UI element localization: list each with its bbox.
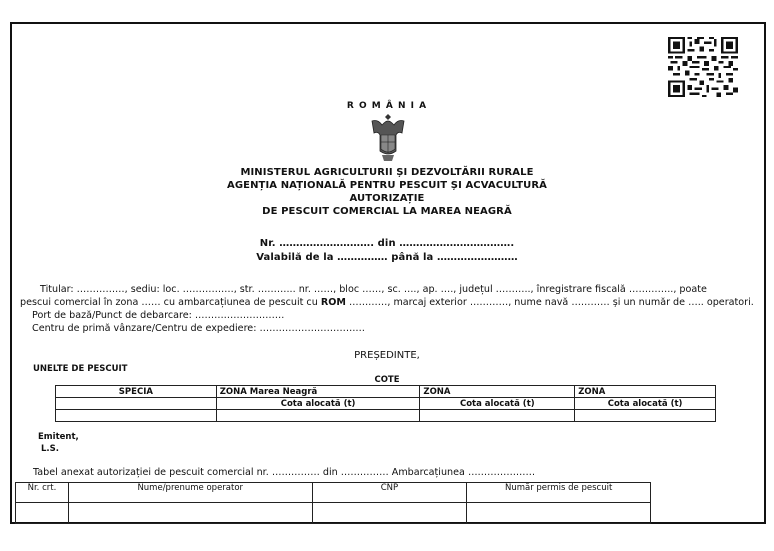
fishing-zone-line: pescui comercial în zona …… cu ambarcațiunea de pescuit cu ROM …………, marcaj exterior …………, nume navă ………… și un număr de ….. operatori. <box>20 297 754 308</box>
table-cell[interactable] <box>68 503 312 524</box>
quota-allocated-1: Cota alocată (t) <box>216 398 420 410</box>
document-frame <box>10 22 766 524</box>
zone-header-2: ZONA <box>420 386 575 398</box>
species-header: SPECIA <box>56 386 217 398</box>
ministry-name: MINISTERUL AGRICULTURII ȘI DEZVOLTĂRII RURALE <box>240 167 534 178</box>
seal-label: L.S. <box>41 444 59 454</box>
titular-line: Titular: ……………, sediu: loc. ……………., str. ………... nr. ……, bloc ……, sc. …., ap. …., județul ……….., înregistrare fiscală ………….., poate <box>40 284 707 295</box>
column-header-permit-number: Număr permis de pescuit <box>467 483 651 503</box>
quota-allocated-3: Cota alocată (t) <box>575 398 716 410</box>
validity-line: Valabilă de la …………… până la …………………… <box>256 252 518 263</box>
zone-header-1: ZONA Marea Neagră <box>216 386 420 398</box>
quota-allocated-2: Cota alocată (t) <box>420 398 575 410</box>
table-cell[interactable] <box>467 503 651 524</box>
fishing-gear-label: UNELTE DE PESCUIT <box>33 364 128 374</box>
quota-table <box>55 385 716 422</box>
base-port-line: Port de bază/Punct de debarcare: ………………………. <box>32 310 285 321</box>
column-header-cnp: CNP <box>312 483 467 503</box>
agency-name: AGENȚIA NAȚIONALĂ PENTRU PESCUIT ȘI ACVACULTURĂ <box>226 180 548 191</box>
president-label: PREȘEDINTE, <box>354 350 420 361</box>
qr-code <box>668 36 738 98</box>
zone-header-3: ZONA <box>575 386 716 398</box>
species-cell[interactable] <box>56 398 217 410</box>
column-header-operator-name: Nume/prenume operator <box>68 483 312 503</box>
first-sale-center-line: Centru de primă vânzare/Centru de expediere: …………………………… <box>32 323 366 334</box>
table-cell[interactable] <box>16 503 69 524</box>
document-subtitle: DE PESCUIT COMERCIAL LA MAREA NEAGRĂ <box>262 206 512 217</box>
authorization-number-line: Nr. ………………………. din ……………………………. <box>259 238 515 249</box>
country-name: R O M Â N I A <box>346 101 428 111</box>
issuer-label: Emitent, <box>38 432 79 442</box>
document-title: AUTORIZAȚIE <box>349 193 425 204</box>
coat-of-arms-emblem <box>368 111 408 165</box>
table-cell[interactable] <box>420 410 575 422</box>
column-header-nr: Nr. crt. <box>16 483 69 503</box>
table-cell[interactable] <box>312 503 467 524</box>
table-cell[interactable] <box>56 410 217 422</box>
annex-title: Tabel anexat autorizației de pescuit comercial nr. …………… din …………… Ambarcațiunea ………………… <box>33 467 536 478</box>
annex-operators-table <box>15 482 651 524</box>
quota-label: COTE <box>374 375 400 385</box>
table-cell[interactable] <box>216 410 420 422</box>
table-cell[interactable] <box>575 410 716 422</box>
